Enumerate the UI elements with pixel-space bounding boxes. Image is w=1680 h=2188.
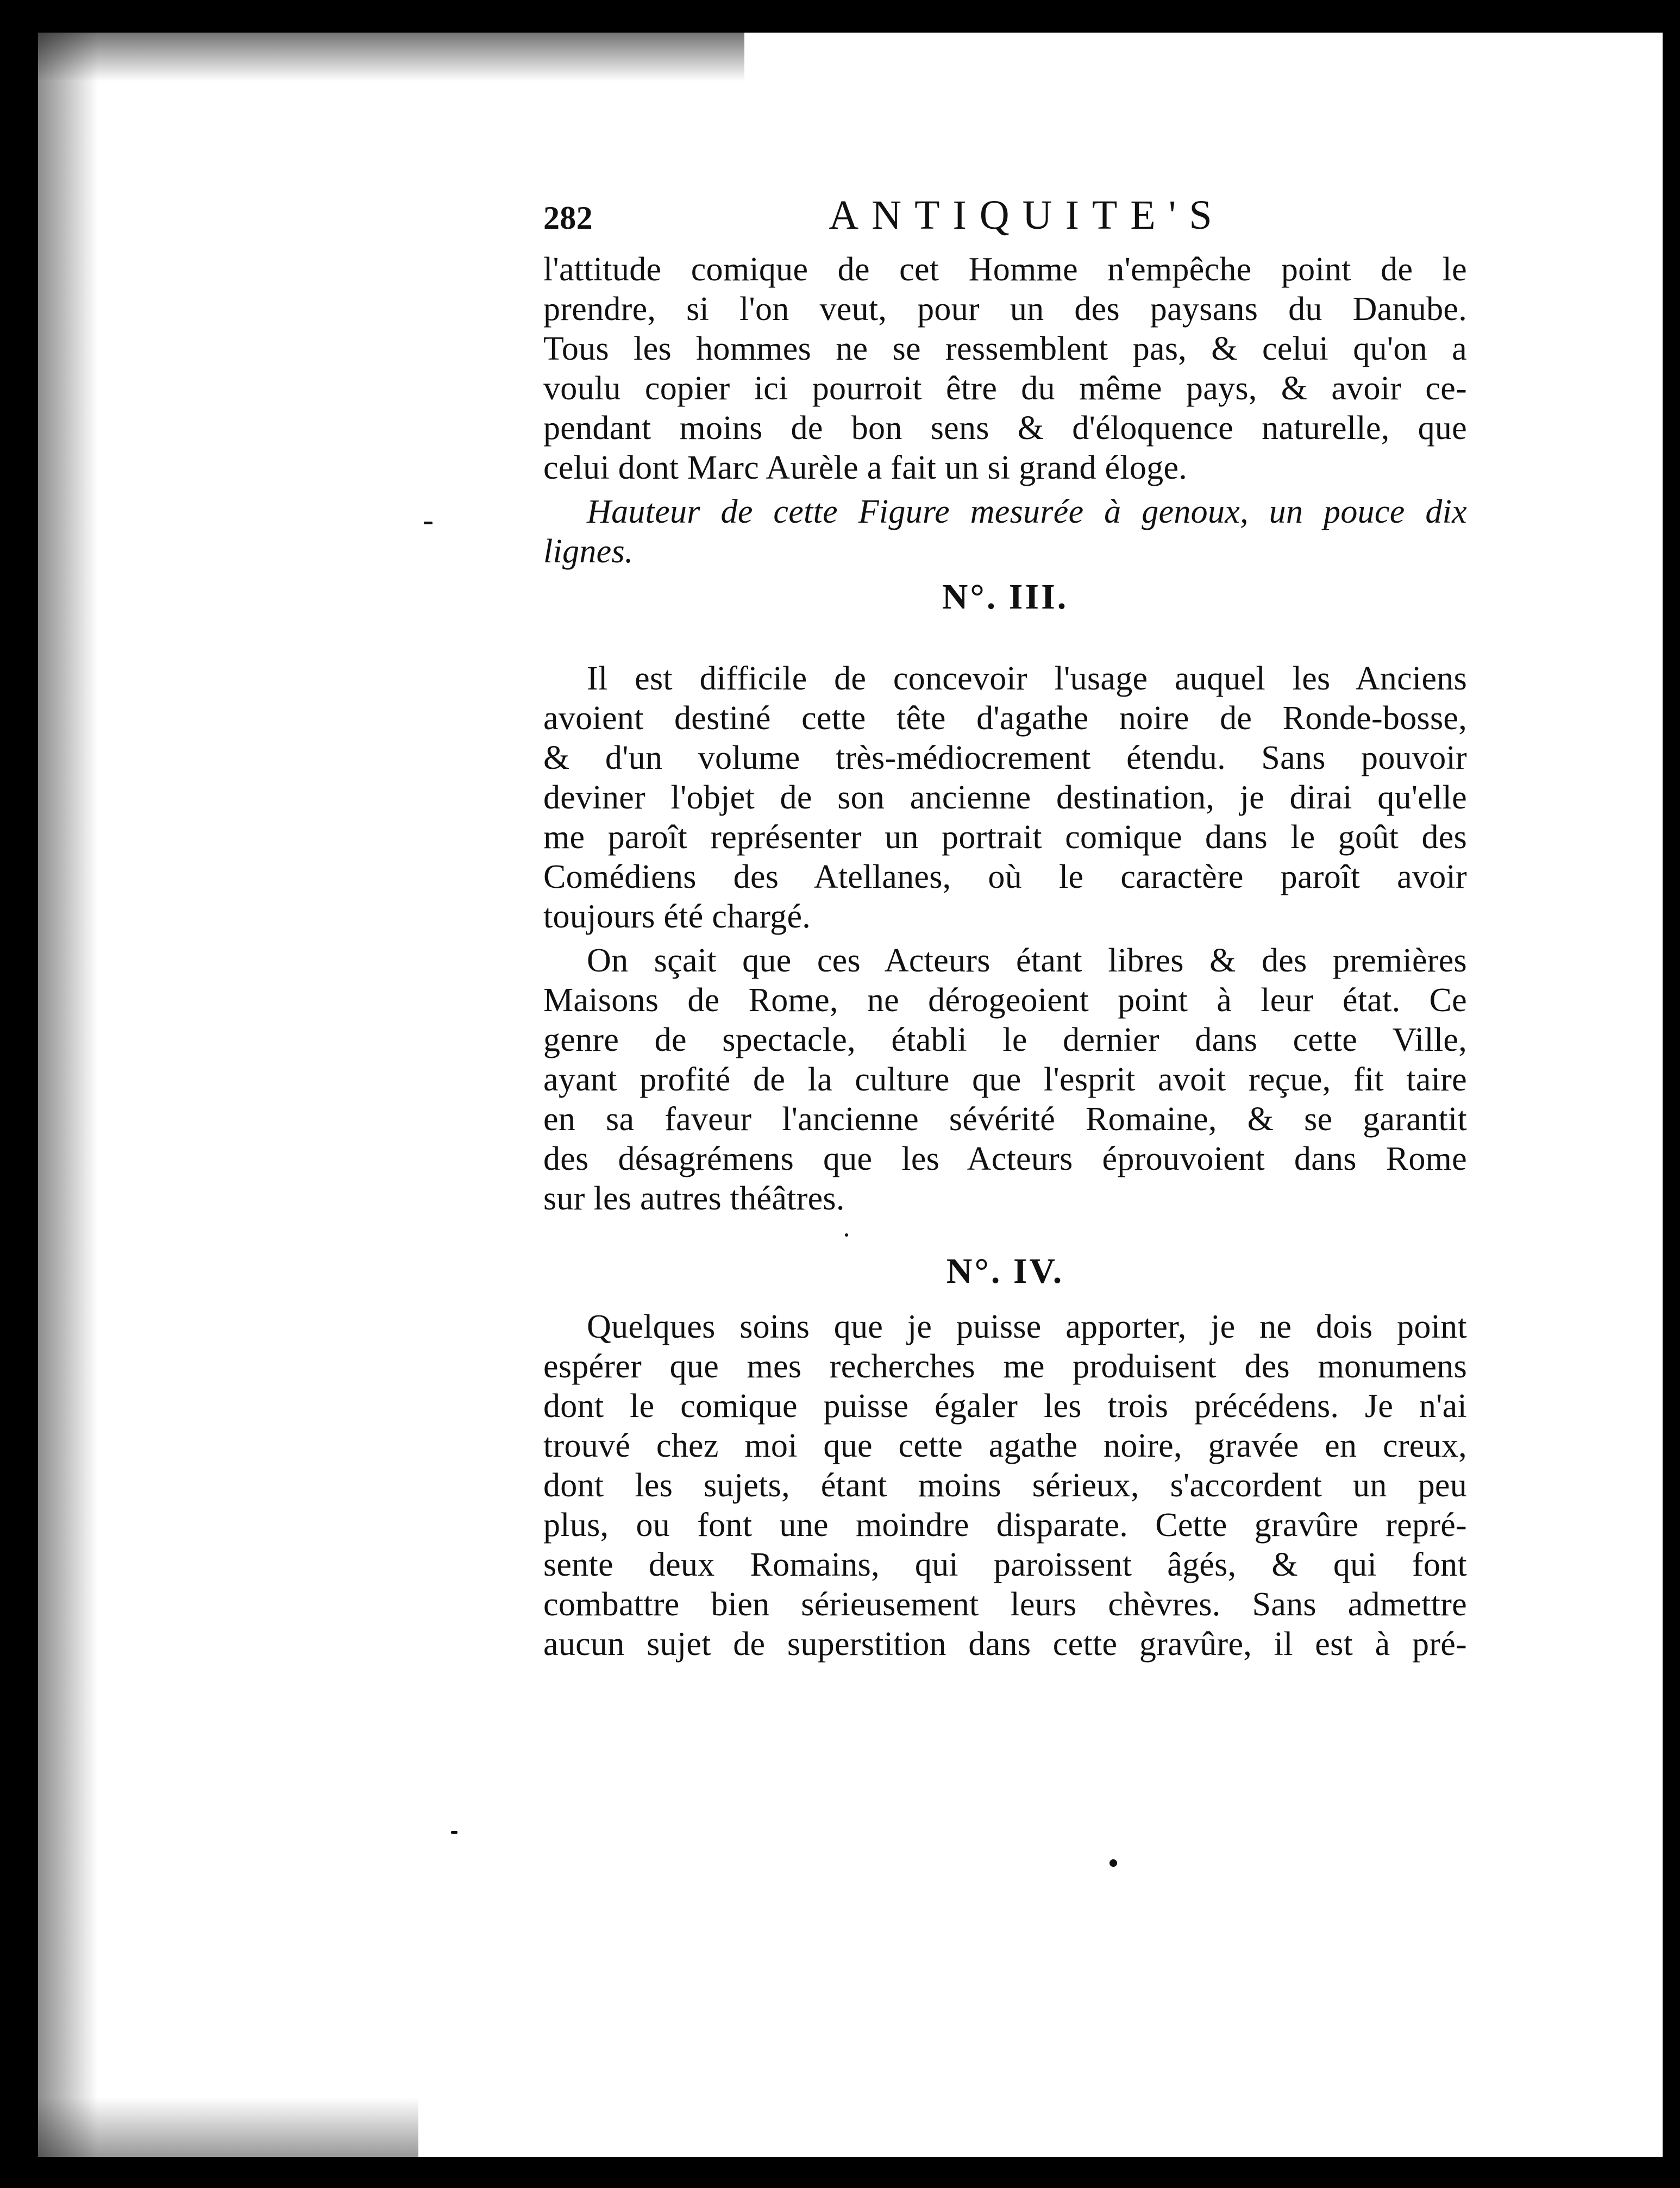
book-page xyxy=(38,33,1663,2157)
text-line: Comédiens des Atellanes, où le caractère paroît avoir xyxy=(543,858,1467,895)
text-line: Maisons de Rome, ne dérogeoient point à leur état. Ce xyxy=(543,982,1467,1019)
running-head xyxy=(543,192,1467,250)
text-line: deviner l'objet de son ancienne destination, je dirai qu'elle xyxy=(543,779,1467,816)
text-line: voulu copier ici pourroit être du même pays, & avoir ce- xyxy=(543,370,1467,407)
text-line: ayant profité de la culture que l'esprit avoit reçue, fit taire xyxy=(543,1061,1467,1098)
text-line: Quelques soins que je puisse apporter, je ne dois point xyxy=(587,1308,1467,1345)
text-line: toujours été chargé. xyxy=(543,898,811,935)
scan-shadow-bottom xyxy=(38,2097,418,2157)
text-line: & d'un volume très-médiocrement étendu. Sans pouvoir xyxy=(543,739,1467,776)
text-line: en sa faveur l'ancienne sévérité Romaine, & se garantit xyxy=(543,1101,1467,1138)
text-line: genre de spectacle, établi le dernier dans cette Ville, xyxy=(543,1021,1467,1058)
spacer xyxy=(543,488,1467,492)
stray-mark-dash xyxy=(424,522,432,524)
caption-line: lignes. xyxy=(543,533,634,570)
text-line: Tous les hommes ne se ressemblent pas, & celui qu'on a xyxy=(543,330,1467,367)
text-line: l'attitude comique de cet Homme n'empêche point de le xyxy=(543,251,1467,288)
section-3-paragraph-1 xyxy=(543,659,1467,937)
text-line: trouvé chez moi que cette agathe noire, gravée en creux, xyxy=(543,1427,1467,1464)
text-line: avoient destiné cette tête d'agathe noire de Ronde-bosse, xyxy=(543,700,1467,737)
text-line: dont les sujets, étant moins sérieux, s'accordent un peu xyxy=(543,1467,1467,1504)
scan-shadow-top xyxy=(38,33,744,81)
text-line: sente deux Romains, qui paroissent âgés, & qui font xyxy=(543,1546,1467,1583)
stray-mark-tick xyxy=(451,1831,457,1834)
text-line: sur les autres théâtres. xyxy=(543,1180,845,1217)
section-heading-3: N°. III. xyxy=(942,577,1069,617)
caption-line: Hauteur de cette Figure mesurée à genoux, un pouce dix xyxy=(587,493,1467,530)
page-number: 282 xyxy=(543,200,593,236)
text-line: des désagrémens que les Acteurs éprouvoient dans Rome xyxy=(543,1140,1467,1177)
text-line: aucun sujet de superstition dans cette gravûre, il est à pré- xyxy=(543,1626,1467,1663)
figure-caption xyxy=(543,492,1467,572)
text-block xyxy=(543,192,1467,1664)
text-line: me paroît représenter un portrait comique dans le goût des xyxy=(543,819,1467,856)
text-line: Il est difficile de concevoir l'usage auquel les Anciens xyxy=(587,660,1467,697)
section-heading-4: N°. IV. xyxy=(946,1251,1064,1291)
text-line: On sçait que ces Acteurs étant libres & des premières xyxy=(587,942,1467,979)
text-line: dont le comique puisse égaler les trois précédens. Je n'ai xyxy=(543,1388,1467,1425)
spacer xyxy=(543,937,1467,941)
text-line: pendant moins de bon sens & d'éloquence naturelle, que xyxy=(543,410,1467,447)
text-line: espérer que mes recherches me produisent des monumens xyxy=(543,1348,1467,1385)
paragraph-continuation xyxy=(543,250,1467,488)
text-line: prendre, si l'on veut, pour un des paysans du Danube. xyxy=(543,291,1467,328)
section-4-paragraph-1 xyxy=(543,1307,1467,1664)
text-line: celui dont Marc Aurèle a fait un si grand éloge. xyxy=(543,449,1188,486)
section-3-paragraph-2 xyxy=(543,941,1467,1219)
scan-shadow-left xyxy=(38,33,98,2157)
text-line: combattre bien sérieusement leurs chèvres. Sans admettre xyxy=(543,1586,1467,1623)
text-line: plus, ou font une moindre disparate. Cette gravûre repré- xyxy=(543,1507,1467,1544)
stray-mark-dot xyxy=(1109,1859,1117,1867)
running-title: ANTIQUITE'S xyxy=(829,192,1225,238)
